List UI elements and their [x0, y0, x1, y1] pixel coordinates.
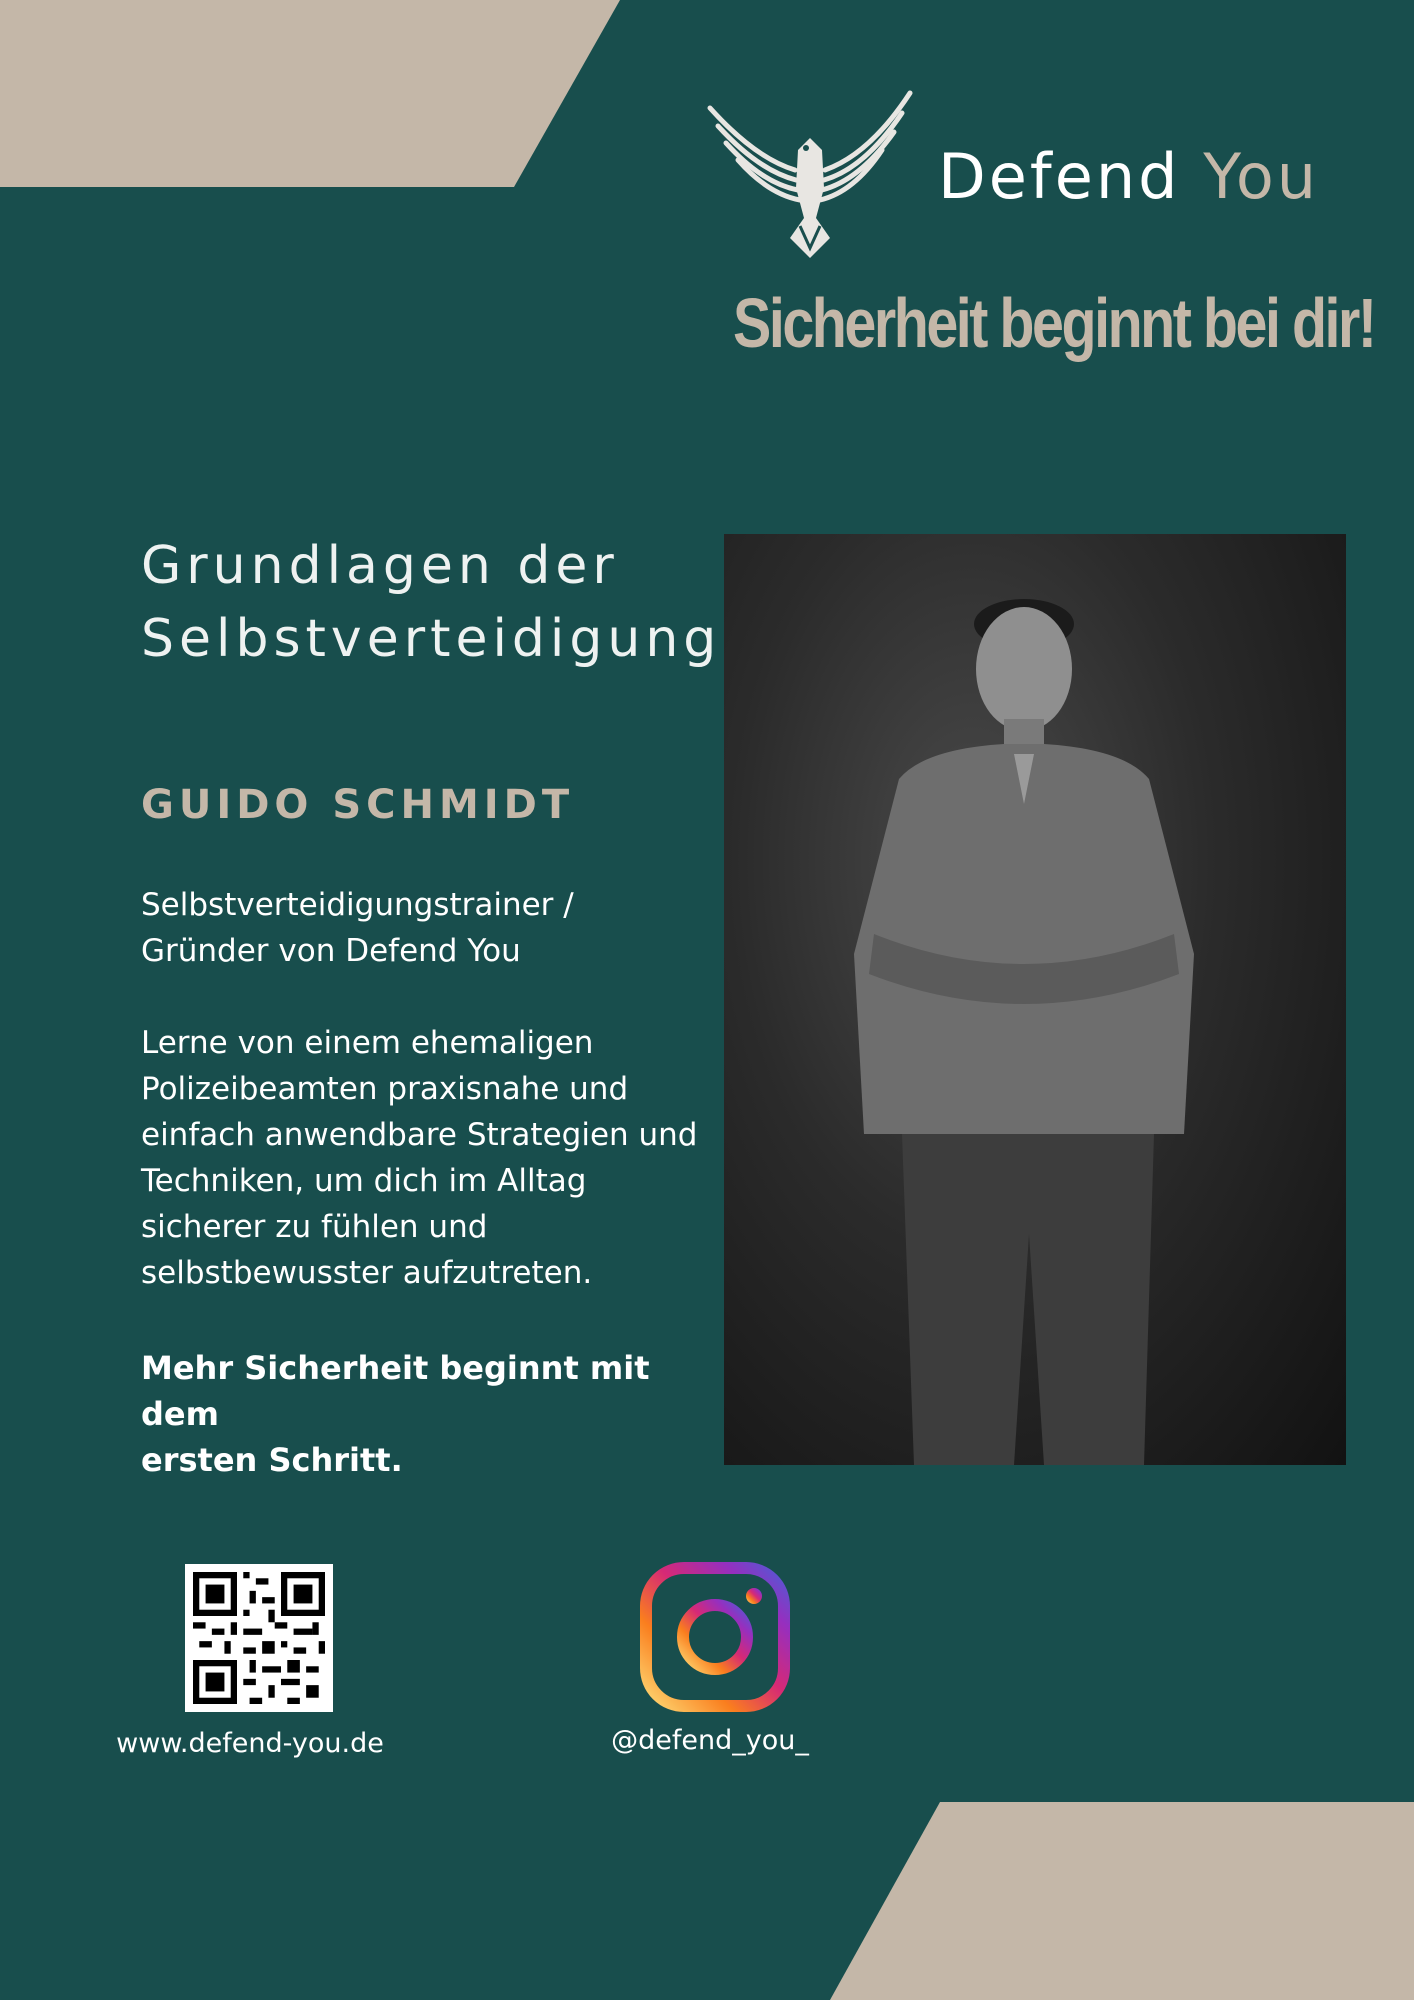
description-line: einfach anwendbare Strategien und	[141, 1117, 698, 1153]
description-line: selbstbewusster aufzutreten.	[141, 1255, 593, 1291]
brand-name-part1: Defend	[938, 140, 1181, 213]
trainer-photo	[724, 534, 1346, 1465]
call-to-action	[141, 1345, 721, 1483]
description-line: Polizeibeamten praxisnahe und	[141, 1071, 629, 1107]
eagle-icon	[700, 88, 920, 263]
trainer-role-line1: Selbstverteidigungstrainer /	[141, 887, 574, 923]
description-line: sicherer zu fühlen und	[141, 1209, 488, 1245]
course-title	[141, 530, 721, 676]
trainer-name: GUIDO SCHMIDT	[141, 782, 575, 828]
cta-line1: Mehr Sicherheit beginnt mit dem	[141, 1349, 650, 1433]
trainer-role	[141, 882, 701, 974]
website-link[interactable]: www.defend-you.de	[116, 1728, 384, 1759]
brand-name-part2: You	[1203, 140, 1320, 213]
brand-logo	[700, 88, 1360, 268]
description-line: Techniken, um dich im Alltag	[141, 1163, 587, 1199]
course-title-line1: Grundlagen der	[141, 536, 619, 596]
cta-line2: ersten Schritt.	[141, 1441, 403, 1479]
trainer-role-line2: Gründer von Defend You	[141, 933, 521, 969]
qr-code-icon	[193, 1572, 325, 1704]
instagram-handle[interactable]: @defend_you_	[611, 1725, 809, 1756]
qr-code[interactable]	[185, 1564, 333, 1712]
course-description	[141, 1020, 721, 1296]
trainer-silhouette	[724, 534, 1346, 1465]
instagram-icon	[640, 1562, 790, 1712]
tagline: Sicherheit beginnt bei dir!	[733, 284, 1375, 362]
brand-name	[938, 140, 1319, 213]
instagram-link-icon[interactable]	[640, 1562, 790, 1712]
description-line: Lerne von einem ehemaligen	[141, 1025, 594, 1061]
course-title-line2: Selbstverteidigung	[141, 609, 722, 669]
